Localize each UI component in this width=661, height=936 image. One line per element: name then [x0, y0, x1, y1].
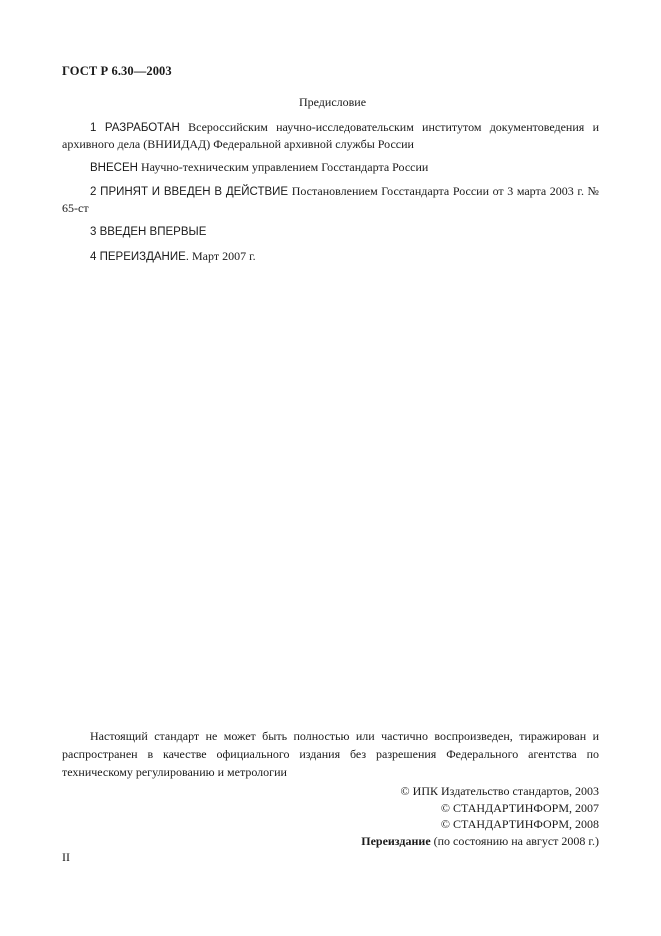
foreword-title: Предисловие — [298, 95, 367, 109]
foreword-item-text: Март 2007 г. — [188, 249, 256, 263]
foreword-item-introduced — [62, 159, 599, 176]
copyright-block — [361, 783, 599, 849]
reissue-text: (по состоянию на август 2008 г.) — [430, 833, 599, 848]
copyright-line-2008: © СТАНДАРТИНФОРМ, 2008 — [440, 817, 599, 831]
foreword-item-developed — [62, 119, 599, 152]
page-number: II — [62, 850, 70, 864]
foreword-item-label: 1 РАЗРАБОТАН — [90, 122, 180, 134]
reproduction-notice: Настоящий стандарт не может быть полностью или частично воспроизведен, тиражирован и распространен в качестве официального издания без разрешения Федерального агентства по техническому регулированию и метрологии — [62, 729, 599, 779]
foreword-item-label: 4 ПЕРЕИЗДАНИЕ. — [90, 251, 189, 263]
reissue-label: Переиздание — [361, 833, 431, 848]
foreword-item-text: Научно-техническим управлением Госстандарта России — [137, 160, 429, 174]
foreword-item-first-edition — [62, 223, 599, 240]
copyright-line-2007: © СТАНДАРТИНФОРМ, 2007 — [440, 800, 599, 815]
standard-id-header: ГОСТ Р 6.30—2003 — [62, 64, 172, 78]
reissue-status-line — [361, 833, 599, 850]
foreword-item-label: ВНЕСЕН — [90, 162, 138, 174]
foreword-item-label: 3 ВВЕДЕН ВПЕРВЫЕ — [90, 226, 207, 238]
foreword-item-reissue — [62, 248, 599, 265]
foreword-item-text: Всероссийским научно-исследовательским институтом документоведения и архивного дела (ВНИИДАД) Федеральной архивной службы России — [62, 120, 599, 151]
foreword-item-adopted — [62, 183, 599, 216]
copyright-line-2003: © ИПК Издательство стандартов, 2003 — [400, 784, 599, 798]
foreword-item-label: 2 ПРИНЯТ И ВВЕДЕН В ДЕЙСТВИЕ — [90, 186, 289, 198]
foreword-item-text: Постановлением Госстандарта России от 3 марта 2003 г. № 65-ст — [62, 184, 599, 215]
